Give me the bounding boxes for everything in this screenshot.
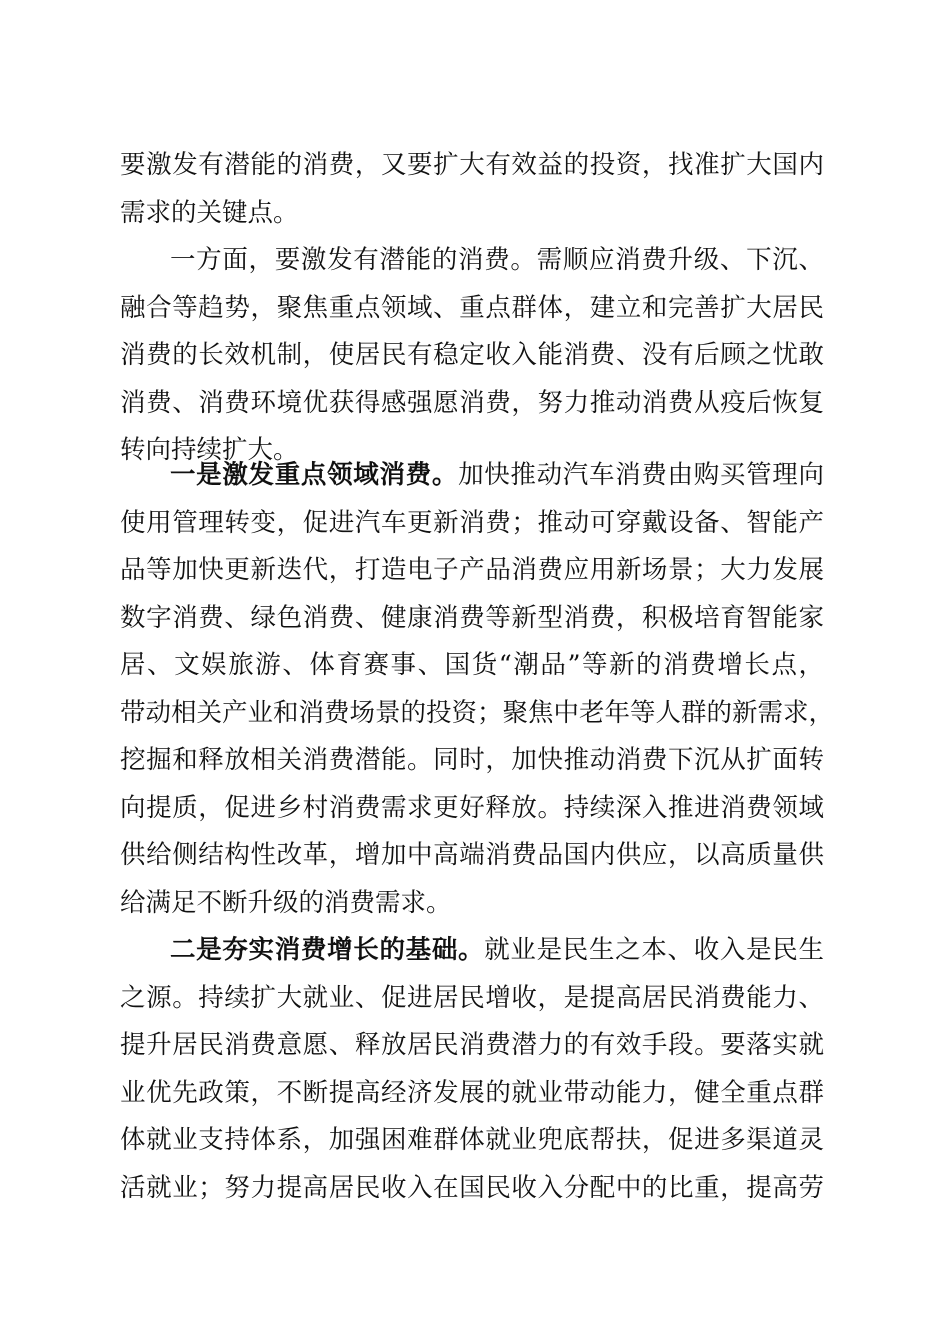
paragraph-1-line-2: 需求的关键点。 <box>120 198 299 228</box>
paragraph-4-line-5: 体就业支持体系，加强困难群体就业兜底帮扶，促进多渠道灵 <box>120 1125 824 1155</box>
paragraph-2-line-1: 一方面，要激发有潜能的消费。需顺应消费升级、下沉、 <box>170 245 824 275</box>
paragraph-3-line-3: 品等加快更新迭代，打造电子产品消费应用新场景；大力发展 <box>120 555 824 585</box>
paragraph-2-line-4: 消费、消费环境优获得感强愿消费，努力推动消费从疫后恢复 <box>120 388 824 418</box>
paragraph-3-line-8: 向提质，促进乡村消费需求更好释放。持续深入推进消费领域 <box>120 793 824 823</box>
paragraph-4-line-2: 之源。持续扩大就业、促进居民增收，是提高居民消费能力、 <box>120 983 824 1013</box>
paragraph-3-line-1 <box>170 451 824 499</box>
paragraph-3-line-9: 供给侧结构性改革，增加中高端消费品国内供应，以高质量供 <box>120 840 824 870</box>
paragraph-3-line-5: 居、文娱旅游、体育赛事、国货“潮品”等新的消费增长点， <box>120 650 824 680</box>
paragraph-3-heading: 一是激发重点领域消费。 <box>170 460 459 490</box>
paragraph-4-line-1-text: 就业是民生之本、收入是民生 <box>484 935 824 965</box>
paragraph-3-line-1-text: 加快推动汽车消费由购买管理向 <box>458 460 824 490</box>
paragraph-2-line-5: 转向持续扩大。 <box>120 435 299 465</box>
paragraph-2-line-3: 消费的长效机制，使居民有稳定收入能消费、没有后顾之忧敢 <box>120 340 824 370</box>
paragraph-4-line-4: 业优先政策，不断提高经济发展的就业带动能力，健全重点群 <box>120 1078 824 1108</box>
paragraph-3-line-7: 挖掘和释放相关消费潜能。同时，加快推动消费下沉从扩面转 <box>120 745 824 775</box>
paragraph-3-line-10: 给满足不断升级的消费需求。 <box>120 888 452 918</box>
paragraph-4-line-1 <box>170 926 824 974</box>
paragraph-3-line-2: 使用管理转变，促进汽车更新消费；推动可穿戴设备、智能产 <box>120 508 824 538</box>
paragraph-3-line-4: 数字消费、绿色消费、健康消费等新型消费，积极培育智能家 <box>120 603 824 633</box>
paragraph-4-line-6: 活就业；努力提高居民收入在国民收入分配中的比重，提高劳 <box>120 1173 824 1203</box>
paragraph-3-line-6: 带动相关产业和消费场景的投资；聚焦中老年等人群的新需求， <box>120 698 835 728</box>
paragraph-2-line-2: 融合等趋势，聚焦重点领域、重点群体，建立和完善扩大居民 <box>120 293 824 323</box>
paragraph-4-heading: 二是夯实消费增长的基础。 <box>170 935 485 965</box>
paragraph-1-line-1: 要激发有潜能的消费，又要扩大有效益的投资，找准扩大国内 <box>120 150 824 180</box>
paragraph-4-line-3: 提升居民消费意愿、释放居民消费潜力的有效手段。要落实就 <box>120 1030 824 1060</box>
